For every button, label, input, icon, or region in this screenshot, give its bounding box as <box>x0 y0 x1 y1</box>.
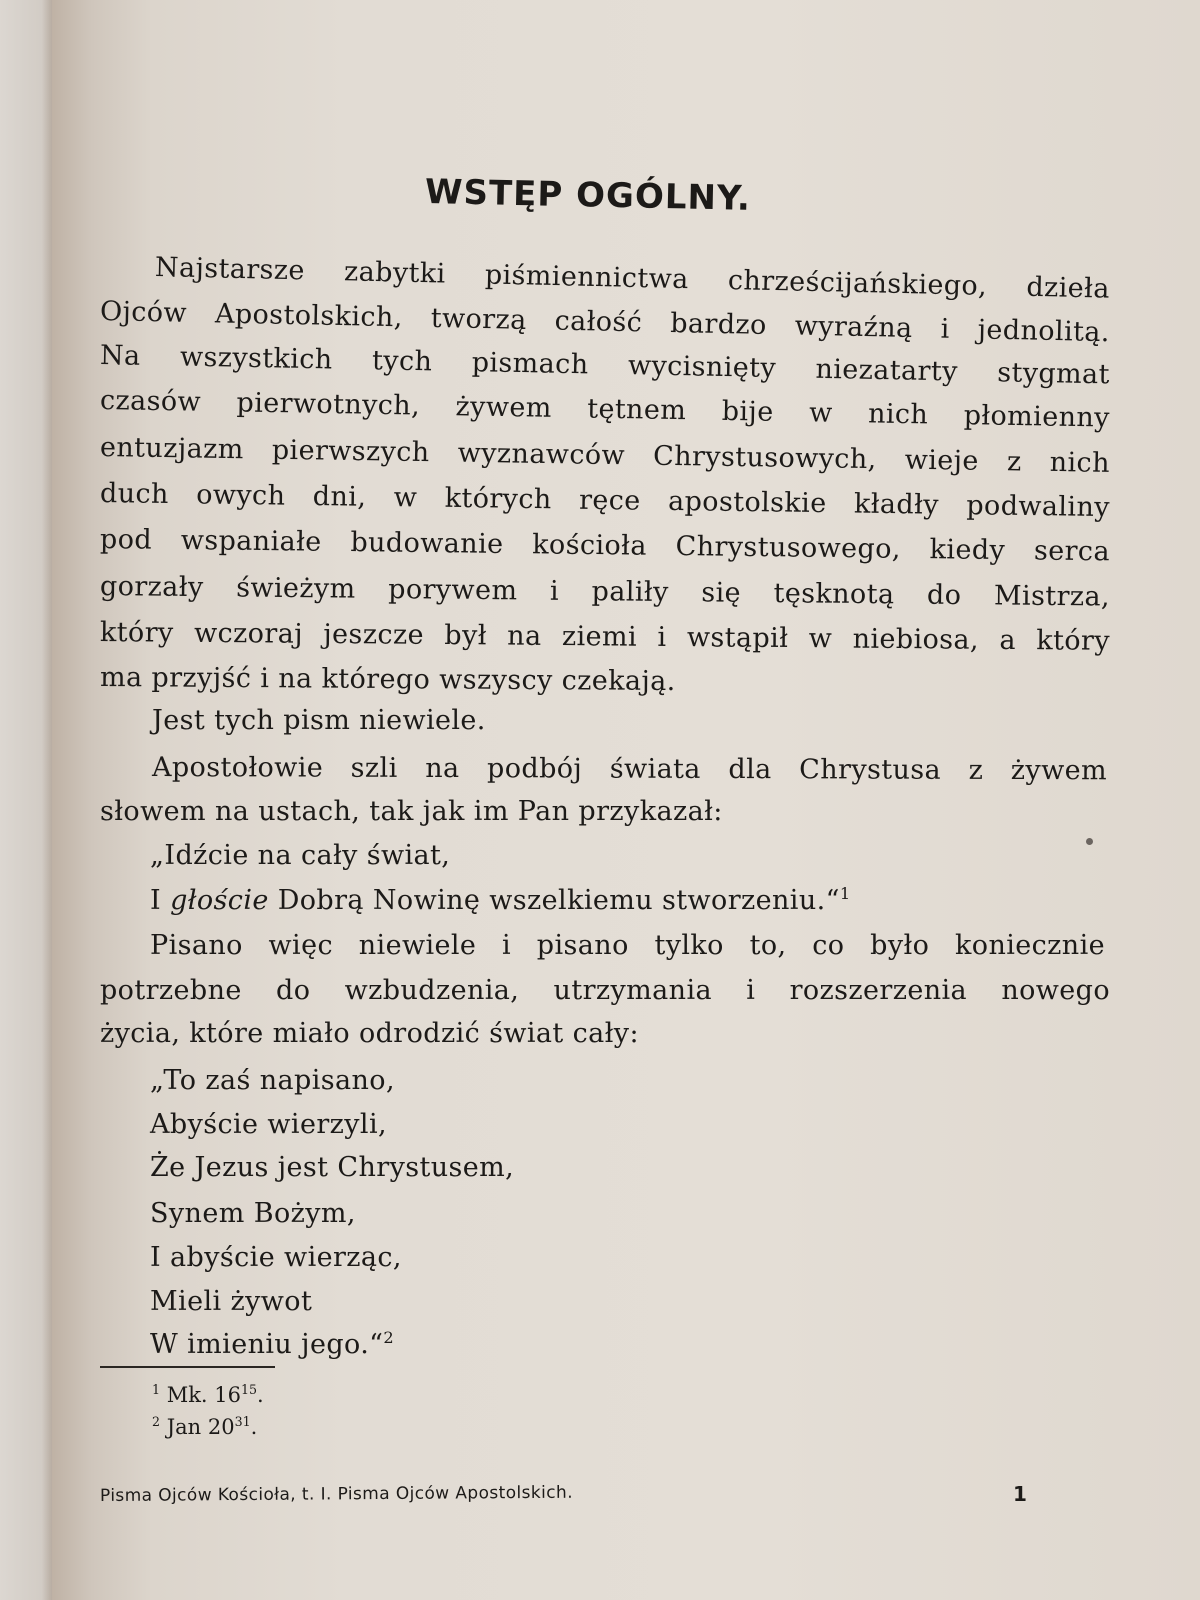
footnote-reference: 2 <box>383 1328 395 1347</box>
running-footer: Pisma Ojców Kościoła, t. I. Pisma Ojców Apostolskich. <box>99 1482 574 1506</box>
paragraph-line: gorzały świeżym porywem i paliły się tęsknotą do Mistrza, <box>99 571 1111 613</box>
quote-line: Mieli żywot <box>150 1286 313 1317</box>
verse-number: 15 <box>241 1382 258 1397</box>
quote-line: Że Jezus jest Chrystusem, <box>150 1152 515 1183</box>
footnote-mark: 2 <box>152 1414 161 1429</box>
paragraph-line: ma przyjść i na którego wszyscy czekają. <box>99 662 676 698</box>
quote-line: „To zaś napisano, <box>150 1065 395 1096</box>
paragraph-line: entuzjazm pierwszych wyznawców Chrystusowych, wieje z nich <box>99 432 1111 479</box>
quote-line <box>150 884 851 916</box>
paper-speck <box>1086 838 1093 845</box>
footnote <box>152 1382 264 1407</box>
paragraph-line: pod wspaniałe budowanie kościoła Chrystusowego, kiedy serca <box>99 524 1111 568</box>
paragraph-line: Pisano więc niewiele i pisano tylko to, co było koniecznie <box>150 930 1105 961</box>
paragraph-line: Na wszystkich tych pismach wycisnięty niezatarty stygmat <box>99 340 1111 391</box>
footnote-separator <box>100 1366 275 1368</box>
paragraph-line: życia, które miało odrodzić świat cały: <box>100 1018 639 1049</box>
footnote <box>152 1414 257 1439</box>
paragraph-line: Apostołowie szli na podbój świata dla Chrystusa z żywem <box>151 752 1108 787</box>
footnote-reference: 1 <box>839 884 851 903</box>
paragraph-line: potrzebne do wzbudzenia, utrzymania i rozszerzenia nowego <box>100 975 1110 1006</box>
quote-text: I <box>150 885 171 916</box>
quote-line: „Idźcie na cały świat, <box>150 840 451 871</box>
footnote-end: . <box>250 1415 258 1439</box>
page-title: WSTĘP OGÓLNY. <box>424 172 752 219</box>
paragraph-line: Jest tych pism niewiele. <box>152 705 486 736</box>
page-number: 1 <box>1013 1482 1028 1506</box>
quote-line: I abyście wierząc, <box>150 1242 402 1273</box>
quote-line <box>150 1328 394 1360</box>
paragraph-line: duch owych dni, w których ręce apostolskie kładły podwaliny <box>99 478 1111 524</box>
quote-text: Dobrą Nowinę wszelkiemu stworzeniu.“ <box>268 885 840 916</box>
quote-text: W imieniu jego.“ <box>150 1329 384 1360</box>
quote-italic-word: głoście <box>170 885 269 916</box>
footnote-text: Jan 20 <box>166 1415 235 1439</box>
footnote-end: . <box>257 1383 264 1407</box>
paragraph-line: który wczoraj jeszcze był na ziemi i wstąpił w niebiosa, a który <box>99 617 1111 657</box>
quote-line: Abyście wierzyli, <box>150 1109 387 1140</box>
adjacent-page-edge <box>0 0 52 1600</box>
footnote-mark: 1 <box>152 1382 161 1397</box>
paragraph-line: słowem na ustach, tak jak im Pan przykazał: <box>100 796 723 827</box>
footnote-text: Mk. 16 <box>166 1383 242 1407</box>
paragraph-line: Ojców Apostolskich, tworzą całość bardzo wyraźną i jednolitą. <box>99 296 1111 349</box>
quote-line: Synem Bożym, <box>150 1198 356 1229</box>
paragraph-line: czasów pierwotnych, żywem tętnem bije w nich płomienny <box>99 385 1111 434</box>
verse-number: 31 <box>234 1414 251 1429</box>
paragraph-line: Najstarsze zabytki piśmiennictwa chrześcijańskiego, dzieła <box>154 252 1111 305</box>
